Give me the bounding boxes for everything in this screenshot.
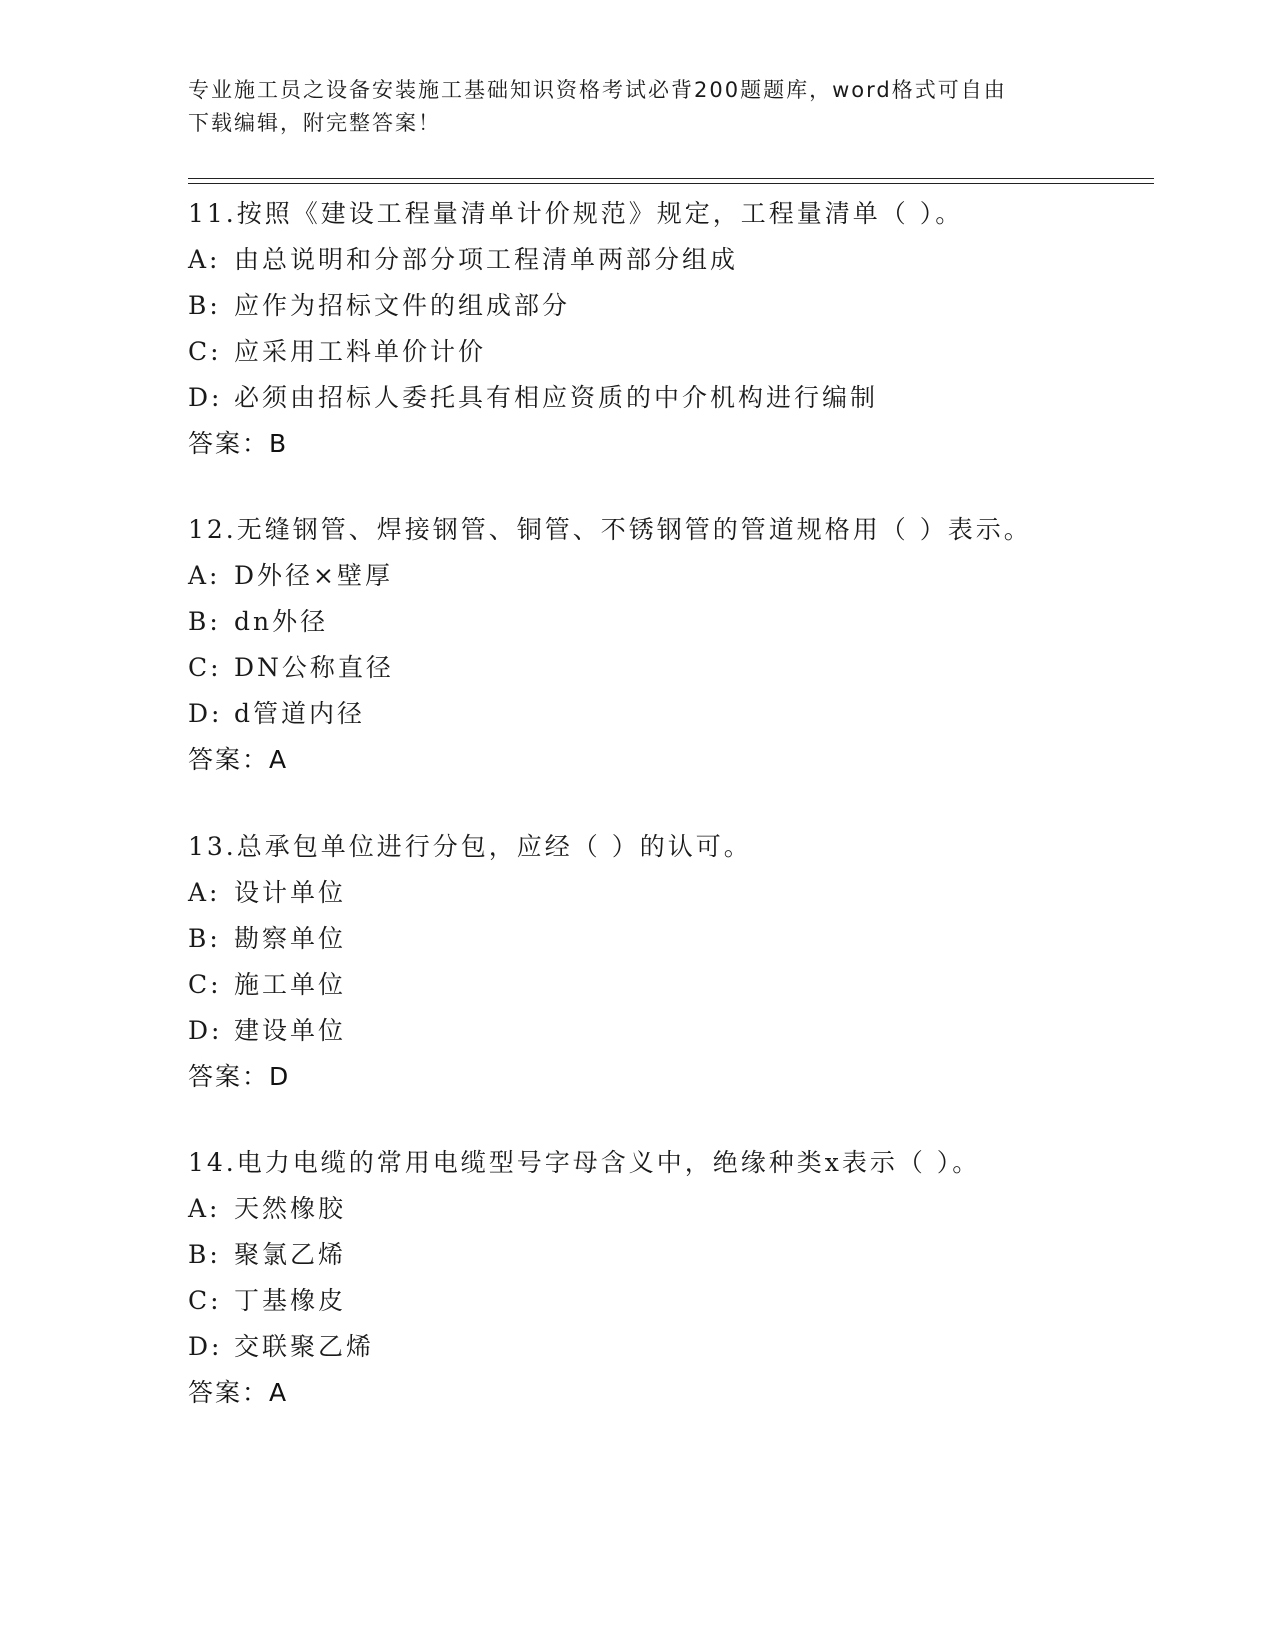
answer-label: 答案：B	[188, 429, 289, 458]
header-line-1: 专业施工员之设备安装施工基础知识资格考试必背200题题库，word格式可自由	[188, 78, 1007, 102]
option-key: D:	[188, 699, 223, 728]
option-text: 天然橡胶	[234, 1194, 347, 1223]
option-key: B:	[188, 291, 221, 320]
option-key: C:	[188, 1286, 222, 1315]
question-stem: 11.按照《建设工程量清单计价规范》规定，工程量清单（ ）。	[188, 199, 964, 228]
option-key: A:	[188, 1194, 221, 1223]
header-line-2: 下载编辑，附完整答案！	[188, 111, 441, 135]
option-text: 交联聚乙烯	[234, 1332, 375, 1361]
option-b	[188, 916, 1148, 962]
document-header	[188, 74, 1068, 140]
option-text: 聚氯乙烯	[234, 1240, 347, 1269]
option-text: 勘察单位	[234, 924, 347, 953]
option-key: A:	[188, 878, 221, 907]
option-key: A:	[188, 245, 221, 274]
option-a	[188, 237, 1148, 283]
option-text: 设计单位	[234, 878, 347, 907]
question-11	[188, 191, 1148, 467]
option-d	[188, 691, 1148, 737]
option-d	[188, 1324, 1148, 1370]
header-divider-top	[188, 178, 1154, 179]
question-stem: 12.无缝钢管、焊接钢管、铜管、不锈钢管的管道规格用（ ）表示。	[188, 515, 1032, 544]
option-key: C:	[188, 970, 222, 999]
option-a	[188, 1186, 1148, 1232]
option-text: 施工单位	[234, 970, 347, 999]
option-d	[188, 375, 1148, 421]
question-stem: 13.总承包单位进行分包，应经（ ）的认可。	[188, 832, 752, 861]
option-c	[188, 1278, 1148, 1324]
option-a	[188, 870, 1148, 916]
option-key: B:	[188, 1240, 221, 1269]
option-text: d管道内径	[234, 699, 366, 728]
option-b	[188, 599, 1148, 645]
option-key: D:	[188, 1332, 223, 1361]
option-c	[188, 329, 1148, 375]
answer-label: 答案：A	[188, 745, 289, 774]
question-13	[188, 824, 1148, 1100]
option-b	[188, 1232, 1148, 1278]
answer-label: 答案：A	[188, 1378, 289, 1407]
header-divider-bottom	[188, 183, 1154, 184]
option-c	[188, 645, 1148, 691]
option-text: 由总说明和分部分项工程清单两部分组成	[234, 245, 739, 274]
option-c	[188, 962, 1148, 1008]
option-text: 应采用工料单价计价	[234, 337, 487, 366]
option-key: C:	[188, 337, 222, 366]
option-text: 必须由招标人委托具有相应资质的中介机构进行编制	[234, 383, 879, 412]
option-key: C:	[188, 653, 222, 682]
option-a	[188, 553, 1148, 599]
question-14	[188, 1140, 1148, 1416]
option-text: 建设单位	[234, 1016, 347, 1045]
option-b	[188, 283, 1148, 329]
option-text: 丁基橡皮	[234, 1286, 347, 1315]
option-key: B:	[188, 924, 221, 953]
option-text: 应作为招标文件的组成部分	[234, 291, 571, 320]
question-12	[188, 507, 1148, 783]
option-key: D:	[188, 1016, 223, 1045]
option-text: DN公称直径	[234, 653, 394, 682]
option-key: B:	[188, 607, 221, 636]
option-text: D外径×壁厚	[234, 561, 393, 590]
option-d	[188, 1008, 1148, 1054]
question-stem: 14.电力电缆的常用电缆型号字母含义中，绝缘种类x表示（ ）。	[188, 1148, 981, 1177]
option-text: dn外径	[234, 607, 329, 636]
option-key: D:	[188, 383, 223, 412]
option-key: A:	[188, 561, 221, 590]
answer-label: 答案：D	[188, 1062, 291, 1091]
